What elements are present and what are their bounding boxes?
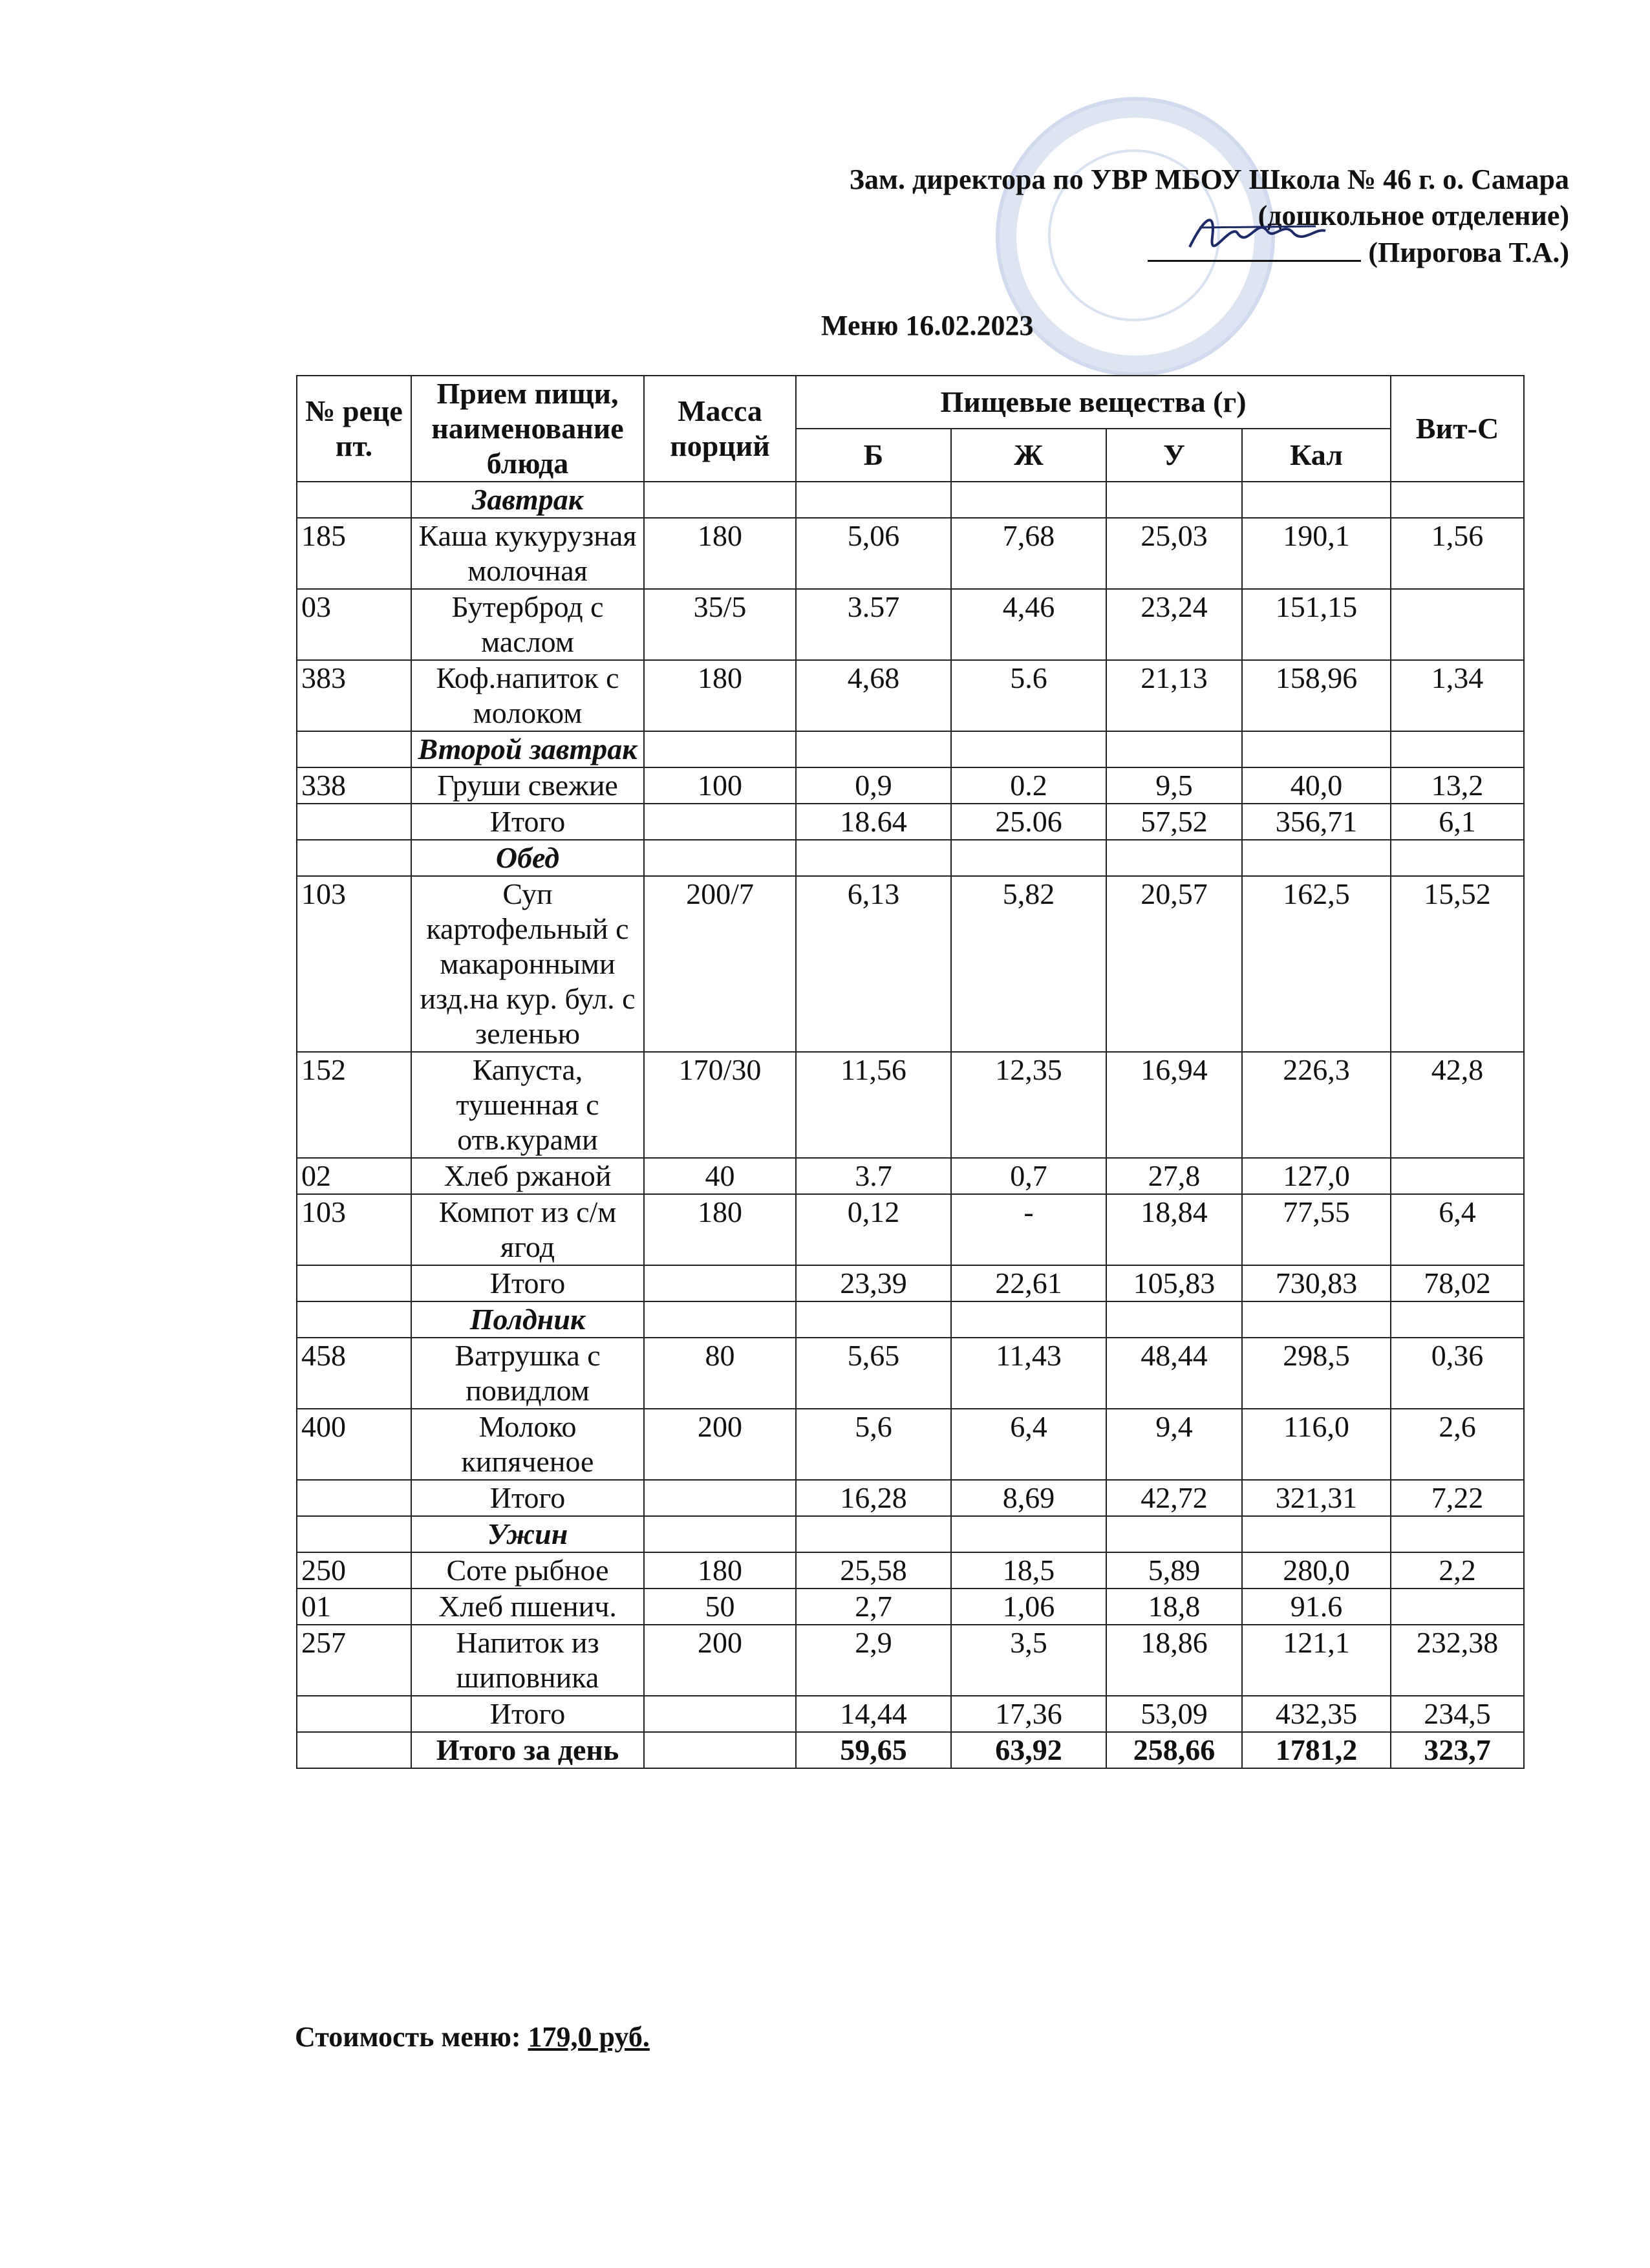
cell-u: 42,72 [1106, 1480, 1242, 1516]
cell-vitc: 2,6 [1391, 1409, 1524, 1480]
cell-b: 0,12 [796, 1194, 951, 1265]
total-row [297, 1732, 1524, 1768]
cell-zh: - [951, 1194, 1106, 1265]
cell-vitc: 6,1 [1391, 804, 1524, 840]
cell-mass: 200 [644, 1409, 796, 1480]
cell-vitc: 15,52 [1391, 876, 1524, 1052]
cell-zh: 5.6 [951, 660, 1106, 731]
cell-u [1106, 1516, 1242, 1552]
cell-name: Завтрак [411, 482, 644, 518]
cell-zh: 6,4 [951, 1409, 1106, 1480]
approval-block [850, 162, 1569, 271]
cell-no [297, 731, 411, 767]
cell-no: 02 [297, 1158, 411, 1194]
cell-no: 185 [297, 518, 411, 589]
cell-zh: 4,46 [951, 589, 1106, 660]
cell-kal: 356,71 [1242, 804, 1391, 840]
cell-kal: 298,5 [1242, 1338, 1391, 1409]
cell-name: Ватрушка с повидлом [411, 1338, 644, 1409]
cell-u: 258,66 [1106, 1732, 1242, 1768]
cell-u: 27,8 [1106, 1158, 1242, 1194]
cell-kal: 91.6 [1242, 1589, 1391, 1625]
cell-zh: 11,43 [951, 1338, 1106, 1409]
cell-vitc: 7,22 [1391, 1480, 1524, 1516]
cell-name: Соте рыбное [411, 1552, 644, 1589]
cell-mass: 170/30 [644, 1052, 796, 1158]
meal-section-row [297, 731, 1524, 767]
col-header-mass: Масса порций [644, 376, 796, 482]
cell-name: Итого [411, 1480, 644, 1516]
cell-name: Молоко кипяченое [411, 1409, 644, 1480]
cell-no [297, 1265, 411, 1301]
cell-u [1106, 731, 1242, 767]
total-row [297, 1480, 1524, 1516]
cell-kal: 432,35 [1242, 1696, 1391, 1732]
cell-u: 20,57 [1106, 876, 1242, 1052]
cell-kal: 121,1 [1242, 1625, 1391, 1696]
cell-kal [1242, 731, 1391, 767]
cost-value: 179,0 руб. [528, 2021, 650, 2053]
cell-mass [644, 1301, 796, 1338]
cell-name: Каша кукурузная молочная [411, 518, 644, 589]
table-row [297, 518, 1524, 589]
cell-zh: 22,61 [951, 1265, 1106, 1301]
approval-department: (дошкольное отделение) [1258, 200, 1569, 231]
cell-mass: 80 [644, 1338, 796, 1409]
cell-mass [644, 1480, 796, 1516]
cell-no: 152 [297, 1052, 411, 1158]
cell-u: 25,03 [1106, 518, 1242, 589]
col-header-dish: Прием пищи, наименование блюда [411, 376, 644, 482]
cell-name: Ужин [411, 1516, 644, 1552]
cell-kal [1242, 1516, 1391, 1552]
cell-name: Итого [411, 1696, 644, 1732]
cell-u [1106, 840, 1242, 876]
cell-zh [951, 731, 1106, 767]
cell-vitc [1391, 482, 1524, 518]
cell-b: 3.57 [796, 589, 951, 660]
cell-kal: 116,0 [1242, 1409, 1391, 1480]
cell-kal [1242, 840, 1391, 876]
meal-section-row [297, 840, 1524, 876]
cell-no: 338 [297, 767, 411, 804]
cell-vitc [1391, 1589, 1524, 1625]
cell-no [297, 1696, 411, 1732]
signature-underline [1148, 234, 1361, 262]
cell-mass [644, 731, 796, 767]
cell-u: 48,44 [1106, 1338, 1242, 1409]
cell-vitc [1391, 1516, 1524, 1552]
cell-vitc: 232,38 [1391, 1625, 1524, 1696]
cell-u: 16,94 [1106, 1052, 1242, 1158]
cell-b: 6,13 [796, 876, 951, 1052]
cell-zh [951, 1516, 1106, 1552]
cell-mass: 40 [644, 1158, 796, 1194]
table-row [297, 1158, 1524, 1194]
cell-name: Капуста, тушенная с отв.курами [411, 1052, 644, 1158]
cell-vitc [1391, 731, 1524, 767]
table-row [297, 1052, 1524, 1158]
table-row [297, 1589, 1524, 1625]
table-row [297, 876, 1524, 1052]
cell-b: 0,9 [796, 767, 951, 804]
cell-u: 18,8 [1106, 1589, 1242, 1625]
table-row [297, 1409, 1524, 1480]
cell-b: 5,6 [796, 1409, 951, 1480]
cell-b: 2,9 [796, 1625, 951, 1696]
cell-b: 4,68 [796, 660, 951, 731]
cell-name: Хлеб ржаной [411, 1158, 644, 1194]
cell-kal: 77,55 [1242, 1194, 1391, 1265]
cell-mass [644, 1696, 796, 1732]
cell-no [297, 840, 411, 876]
cell-mass: 180 [644, 660, 796, 731]
cell-no: 257 [297, 1625, 411, 1696]
cell-b: 16,28 [796, 1480, 951, 1516]
table-row [297, 660, 1524, 731]
cell-no: 01 [297, 1589, 411, 1625]
table-row [297, 589, 1524, 660]
cell-vitc: 42,8 [1391, 1052, 1524, 1158]
cell-u: 5,89 [1106, 1552, 1242, 1589]
col-header-kcal: Кал [1242, 429, 1391, 482]
cell-zh [951, 840, 1106, 876]
cell-zh: 25.06 [951, 804, 1106, 840]
cell-u [1106, 482, 1242, 518]
cell-no: 383 [297, 660, 411, 731]
total-row [297, 1696, 1524, 1732]
cell-zh: 1,06 [951, 1589, 1106, 1625]
cell-no [297, 1480, 411, 1516]
cell-u: 57,52 [1106, 804, 1242, 840]
cell-u: 18,86 [1106, 1625, 1242, 1696]
cell-name: Обед [411, 840, 644, 876]
cell-b [796, 731, 951, 767]
cell-b: 59,65 [796, 1732, 951, 1768]
cell-vitc [1391, 840, 1524, 876]
cell-b: 5,06 [796, 518, 951, 589]
cell-b [796, 1516, 951, 1552]
cell-u: 21,13 [1106, 660, 1242, 731]
cell-kal: 127,0 [1242, 1158, 1391, 1194]
col-header-recipe: № реце пт. [297, 376, 411, 482]
cell-b: 23,39 [796, 1265, 951, 1301]
header-row [297, 376, 1524, 429]
cell-kal: 730,83 [1242, 1265, 1391, 1301]
cell-no [297, 804, 411, 840]
cell-zh: 18,5 [951, 1552, 1106, 1589]
handwritten-signature [1186, 208, 1329, 260]
cell-mass [644, 804, 796, 840]
cell-vitc [1391, 1301, 1524, 1338]
cell-vitc: 1,34 [1391, 660, 1524, 731]
cell-mass [644, 1516, 796, 1552]
col-header-fat: Ж [951, 429, 1106, 482]
col-header-protein: Б [796, 429, 951, 482]
cell-mass [644, 840, 796, 876]
cell-vitc [1391, 1158, 1524, 1194]
meal-section-row [297, 482, 1524, 518]
cell-no [297, 1732, 411, 1768]
cell-name: Полдник [411, 1301, 644, 1338]
table-row [297, 1338, 1524, 1409]
table-row [297, 1625, 1524, 1696]
menu-cost [295, 2020, 650, 2053]
cell-mass [644, 1265, 796, 1301]
cell-b [796, 1301, 951, 1338]
cell-kal: 158,96 [1242, 660, 1391, 731]
cell-vitc: 2,2 [1391, 1552, 1524, 1589]
col-header-vitc: Вит-С [1391, 376, 1524, 482]
cell-no: 400 [297, 1409, 411, 1480]
cell-mass: 200 [644, 1625, 796, 1696]
cell-b: 14,44 [796, 1696, 951, 1732]
cell-b: 25,58 [796, 1552, 951, 1589]
cell-vitc: 0,36 [1391, 1338, 1524, 1409]
cell-u: 9,5 [1106, 767, 1242, 804]
meal-section-row [297, 1301, 1524, 1338]
cell-name: Итого за день [411, 1732, 644, 1768]
cell-no: 103 [297, 1194, 411, 1265]
cell-zh [951, 482, 1106, 518]
cell-no: 250 [297, 1552, 411, 1589]
cell-mass [644, 482, 796, 518]
cell-zh: 3,5 [951, 1625, 1106, 1696]
cell-mass: 50 [644, 1589, 796, 1625]
col-header-nutrients: Пищевые вещества (г) [796, 376, 1391, 429]
cell-kal: 226,3 [1242, 1052, 1391, 1158]
cell-name: Груши свежие [411, 767, 644, 804]
approval-signature-line [850, 234, 1569, 271]
cell-zh: 5,82 [951, 876, 1106, 1052]
menu-table-body [297, 482, 1524, 1768]
cell-b: 18.64 [796, 804, 951, 840]
cell-u: 9,4 [1106, 1409, 1242, 1480]
cell-name: Суп картофельный с макаронными изд.на кур. бул. с зеленью [411, 876, 644, 1052]
table-row [297, 767, 1524, 804]
cell-kal: 162,5 [1242, 876, 1391, 1052]
cell-name: Хлеб пшенич. [411, 1589, 644, 1625]
cell-no: 03 [297, 589, 411, 660]
cell-zh: 7,68 [951, 518, 1106, 589]
cell-zh: 17,36 [951, 1696, 1106, 1732]
col-header-carbs: У [1106, 429, 1242, 482]
cell-u [1106, 1301, 1242, 1338]
cell-mass: 35/5 [644, 589, 796, 660]
cell-no [297, 1516, 411, 1552]
cell-vitc [1391, 589, 1524, 660]
cell-name: Компот из с/м ягод [411, 1194, 644, 1265]
cell-vitc: 234,5 [1391, 1696, 1524, 1732]
total-row [297, 1265, 1524, 1301]
cost-label: Стоимость меню: [295, 2021, 521, 2053]
cell-name: Итого [411, 1265, 644, 1301]
cell-zh: 8,69 [951, 1480, 1106, 1516]
cell-name: Напиток из шиповника [411, 1625, 644, 1696]
cell-name: Коф.напиток с молоком [411, 660, 644, 731]
cell-zh: 0.2 [951, 767, 1106, 804]
cell-b: 5,65 [796, 1338, 951, 1409]
cell-no [297, 482, 411, 518]
cell-vitc: 6,4 [1391, 1194, 1524, 1265]
cell-vitc: 1,56 [1391, 518, 1524, 589]
total-row [297, 804, 1524, 840]
cell-vitc: 78,02 [1391, 1265, 1524, 1301]
cell-kal [1242, 1301, 1391, 1338]
cell-no: 458 [297, 1338, 411, 1409]
cell-vitc: 13,2 [1391, 767, 1524, 804]
cell-u: 105,83 [1106, 1265, 1242, 1301]
menu-table [296, 375, 1525, 1769]
cell-mass: 180 [644, 1194, 796, 1265]
cell-zh: 0,7 [951, 1158, 1106, 1194]
table-row [297, 1552, 1524, 1589]
cell-b [796, 840, 951, 876]
cell-name: Второй завтрак [411, 731, 644, 767]
cell-vitc: 323,7 [1391, 1732, 1524, 1768]
cell-kal: 321,31 [1242, 1480, 1391, 1516]
approval-name: (Пирогова Т.А.) [1368, 237, 1569, 268]
cell-b: 11,56 [796, 1052, 951, 1158]
cell-mass [644, 1732, 796, 1768]
cell-zh: 12,35 [951, 1052, 1106, 1158]
page-title: Меню 16.02.2023 [821, 310, 1034, 341]
cell-b: 2,7 [796, 1589, 951, 1625]
cell-kal: 190,1 [1242, 518, 1391, 589]
cell-u: 18,84 [1106, 1194, 1242, 1265]
cell-no [297, 1301, 411, 1338]
approval-position: Зам. директора по УВР МБОУ Школа № 46 г. о. Самара [849, 164, 1569, 195]
table-row [297, 1194, 1524, 1265]
cell-kal [1242, 482, 1391, 518]
cell-name: Бутерброд с маслом [411, 589, 644, 660]
cell-mass: 180 [644, 518, 796, 589]
cell-b: 3.7 [796, 1158, 951, 1194]
cell-name: Итого [411, 804, 644, 840]
cell-mass: 100 [644, 767, 796, 804]
cell-u: 53,09 [1106, 1696, 1242, 1732]
cell-u: 23,24 [1106, 589, 1242, 660]
cell-b [796, 482, 951, 518]
cell-mass: 200/7 [644, 876, 796, 1052]
cell-kal: 280,0 [1242, 1552, 1391, 1589]
cell-no: 103 [297, 876, 411, 1052]
cell-kal: 151,15 [1242, 589, 1391, 660]
cell-kal: 1781,2 [1242, 1732, 1391, 1768]
cell-mass: 180 [644, 1552, 796, 1589]
cell-zh [951, 1301, 1106, 1338]
cell-kal: 40,0 [1242, 767, 1391, 804]
meal-section-row [297, 1516, 1524, 1552]
cell-zh: 63,92 [951, 1732, 1106, 1768]
